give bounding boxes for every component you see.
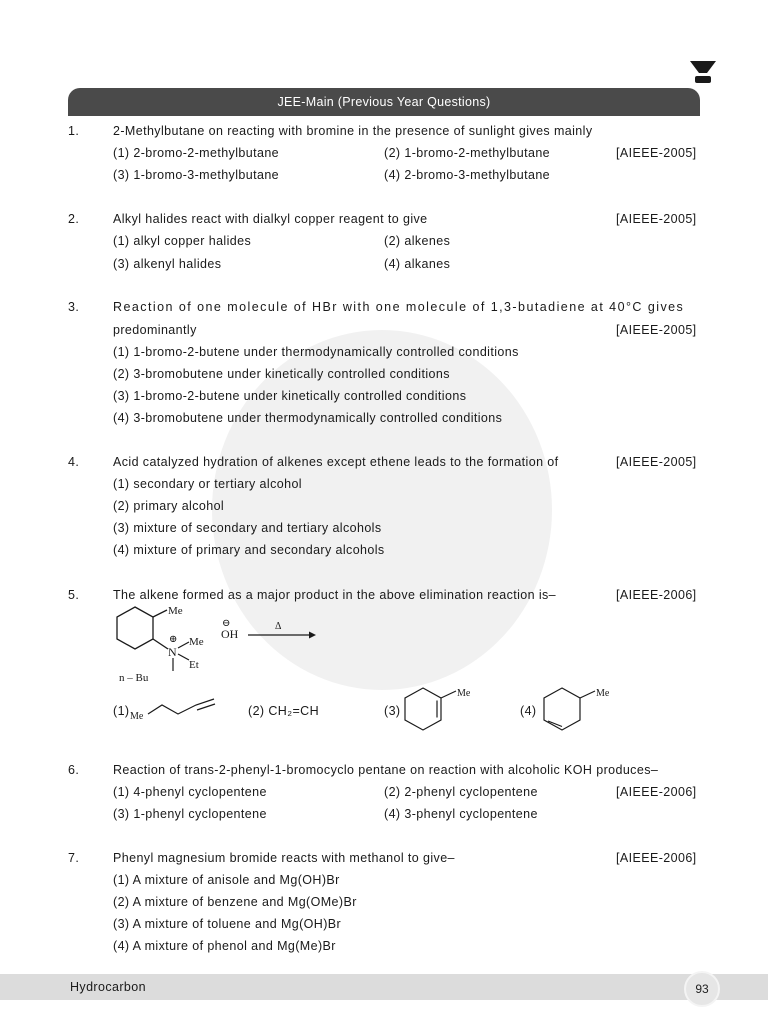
- heat-symbol: Δ: [275, 621, 282, 632]
- question-text: The alkene formed as a major product in the above elimination reaction is–: [113, 588, 557, 602]
- option-3: (3) 1-phenyl cyclopentene: [113, 807, 267, 821]
- option-4-label: (4): [520, 704, 537, 718]
- page-number-badge: [684, 971, 720, 1007]
- section-header: [68, 88, 700, 116]
- question-number: 6.: [68, 763, 80, 777]
- nitrogen-bond: [153, 639, 168, 649]
- option-3-methyl-label: Me: [457, 688, 471, 699]
- option-2: (2) 1-bromo-2-methylbutane: [384, 146, 551, 160]
- option-3: (3) mixture of secondary and tertiary alcohols: [113, 521, 382, 535]
- option-4: (4) mixture of primary and secondary alcohols: [113, 543, 385, 557]
- option-1-methyl-label: Me: [130, 711, 144, 722]
- option-3-label: (3): [384, 704, 401, 718]
- option-3: (3) A mixture of toluene and Mg(OH)Br: [113, 917, 342, 931]
- double-bond-icon: [197, 704, 215, 710]
- option-1: (1) secondary or tertiary alcohol: [113, 477, 302, 491]
- question-text: Reaction of trans-2-phenyl-1-bromocyclo pentane on reaction with alcoholic KOH produces–: [113, 763, 659, 777]
- n-methyl-bond: [178, 642, 189, 648]
- option-1: (1) alkyl copper halides: [113, 234, 252, 248]
- question-number: 2.: [68, 212, 80, 226]
- section-title: JEE-Main (Previous Year Questions): [277, 95, 491, 109]
- question-number: 1.: [68, 124, 80, 138]
- negative-charge-icon: ⊖: [222, 618, 231, 629]
- hydroxide-label: OH: [221, 627, 239, 641]
- option-1: (1) 2-bromo-2-methylbutane: [113, 146, 280, 160]
- option-3-structure: [398, 682, 478, 740]
- exam-source: [AIEEE-2006]: [616, 785, 697, 799]
- option-1: (1) 4-phenyl cyclopentene: [113, 785, 267, 799]
- question-number: 7.: [68, 851, 80, 865]
- option-3: (3) 1-bromo-2-butene under kinetically controlled conditions: [113, 389, 467, 403]
- exam-source: [AIEEE-2005]: [616, 323, 697, 337]
- page-footer: [0, 974, 768, 1000]
- option-4: (4) 3-bromobutene under thermodynamically controlled conditions: [113, 411, 503, 425]
- publisher-logo-icon: [690, 61, 716, 83]
- exam-source: [AIEEE-2005]: [616, 455, 697, 469]
- reaction-arrowhead-icon: [309, 632, 316, 639]
- option-4: (4) 3-phenyl cyclopentene: [384, 807, 538, 821]
- cyclohexene-ring-icon: [405, 688, 441, 730]
- methyl-bond: [153, 610, 167, 617]
- question-text: 2-Methylbutane on reacting with bromine in the presence of sunlight gives mainly: [113, 124, 593, 138]
- question-text-line-1: Reaction of one molecule of HBr with one molecule of 1,3-butadiene at 40°C gives: [113, 300, 685, 314]
- option-1-label: (1): [113, 704, 130, 718]
- cyclohexane-ring-icon: [117, 607, 153, 649]
- option-2: (2) A mixture of benzene and Mg(OMe)Br: [113, 895, 357, 909]
- question-text: Alkyl halides react with dialkyl copper reagent to give: [113, 212, 428, 226]
- option-4: (4) A mixture of phenol and Mg(Me)Br: [113, 939, 336, 953]
- chapter-title: Hydrocarbon: [70, 980, 146, 994]
- exam-source: [AIEEE-2005]: [616, 146, 697, 160]
- option-3: (3) 1-bromo-3-methylbutane: [113, 168, 280, 182]
- option-2: (2) primary alcohol: [113, 499, 225, 513]
- exam-source: [AIEEE-2006]: [616, 851, 697, 865]
- question-number: 5.: [68, 588, 80, 602]
- methyl-label: Me: [168, 605, 183, 617]
- option-4: (4) 2-bromo-3-methylbutane: [384, 168, 551, 182]
- option-4-structure: [534, 680, 624, 740]
- option-3: (3) alkenyl halides: [113, 257, 222, 271]
- question-text: Acid catalyzed hydration of alkenes except ethene leads to the formation of: [113, 455, 559, 469]
- methyl-bond: [441, 691, 456, 698]
- page-number: 93: [695, 982, 709, 996]
- question-number: 3.: [68, 300, 80, 314]
- n-methyl-label: Me: [189, 636, 204, 648]
- question-number: 4.: [68, 455, 80, 469]
- question-text: Phenyl magnesium bromide reacts with methanol to give–: [113, 851, 455, 865]
- cyclohexene-ring-icon: [544, 688, 580, 730]
- positive-charge-icon: ⊕: [169, 634, 178, 645]
- exam-source: [AIEEE-2006]: [616, 588, 697, 602]
- methyl-bond: [580, 691, 595, 698]
- ethyl-bond: [178, 654, 189, 660]
- option-2: (2) 3-bromobutene under kinetically controlled conditions: [113, 367, 450, 381]
- option-2: (2) 2-phenyl cyclopentene: [384, 785, 538, 799]
- question-text-line-2: predominantly: [113, 323, 197, 337]
- option-1: (1) A mixture of anisole and Mg(OH)Br: [113, 873, 340, 887]
- option-4: (4) alkanes: [384, 257, 451, 271]
- option-4-methyl-label: Me: [596, 688, 610, 699]
- ethyl-label: Et: [189, 659, 199, 671]
- n-butyl-label: n – Bu: [119, 672, 149, 684]
- option-2: (2) alkenes: [384, 234, 451, 248]
- exam-source: [AIEEE-2005]: [616, 212, 697, 226]
- option-1: (1) 1-bromo-2-butene under thermodynamically controlled conditions: [113, 345, 519, 359]
- reaction-scheme-diagram: [105, 602, 335, 688]
- option-1-structure: [128, 694, 220, 726]
- butene-chain-icon: [148, 699, 214, 714]
- nitrogen-label: N: [168, 645, 177, 659]
- option-2: (2) CH₂=CH: [248, 704, 320, 718]
